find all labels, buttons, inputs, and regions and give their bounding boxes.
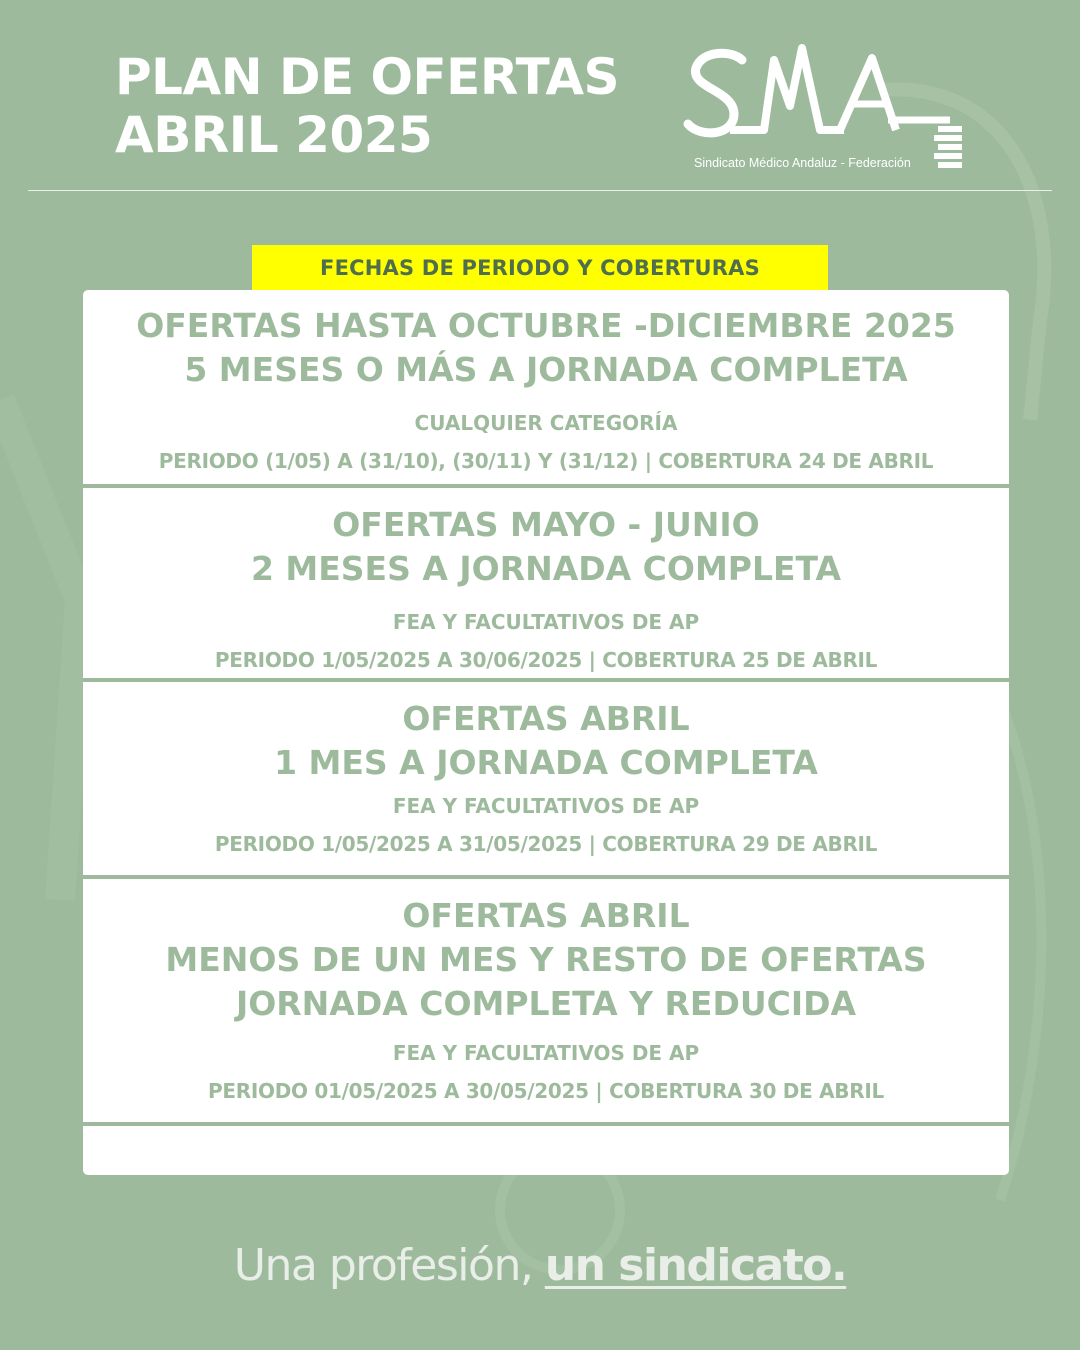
tagline (0, 1240, 1080, 1291)
offer-period: PERIODO 01/05/2025 A 30/05/2025 | COBERTURA 30 DE ABRIL (208, 1079, 884, 1103)
offer-period: PERIODO 1/05/2025 A 31/05/2025 | COBERTURA 29 DE ABRIL (214, 832, 878, 856)
tagline-part-1: Una profesión, (233, 1240, 545, 1291)
offer-title: OFERTAS ABRIL (402, 896, 690, 935)
offer-card (83, 304, 1009, 474)
offer-card (83, 894, 1009, 1104)
title-line-1: PLAN DE OFERTAS (115, 48, 620, 106)
section-divider (83, 1122, 1009, 1126)
section-divider (83, 484, 1009, 488)
offers-panel (83, 290, 1009, 1175)
title-line-2: ABRIL 2025 (115, 106, 433, 164)
section-label: FECHAS DE PERIODO Y COBERTURAS (252, 245, 828, 290)
offer-subtitle: 5 MESES O MÁS A JORNADA COMPLETA (184, 350, 908, 389)
offer-subtitle: 1 MES A JORNADA COMPLETA (274, 743, 818, 782)
logo-caption: Sindicato Médico Andaluz - Federación (694, 156, 911, 170)
offer-subtitle: 2 MESES A JORNADA COMPLETA (250, 549, 842, 588)
section-divider (83, 875, 1009, 879)
offer-title: OFERTAS HASTA OCTUBRE -DICIEMBRE 2025 (136, 306, 956, 345)
offer-period: PERIODO (1/05) A (31/10), (30/11) Y (31/12) | COBERTURA 24 DE ABRIL (158, 449, 934, 473)
offer-period: PERIODO 1/05/2025 A 30/06/2025 | COBERTURA 25 DE ABRIL (214, 648, 878, 672)
offer-card (83, 503, 1009, 673)
offer-title: OFERTAS MAYO - JUNIO (332, 505, 760, 544)
offer-category: FEA Y FACULTATIVOS DE AP (392, 794, 700, 818)
header-divider (28, 190, 1052, 191)
section-divider (83, 678, 1009, 682)
offer-title: OFERTAS ABRIL (402, 699, 690, 738)
page-title (115, 48, 619, 164)
tagline-part-2: un sindicato. (544, 1240, 847, 1291)
offer-subtitle: JORNADA COMPLETA Y REDUCIDA (235, 984, 857, 1023)
offer-subtitle: MENOS DE UN MES Y RESTO DE OFERTAS (165, 940, 927, 979)
offer-category: FEA Y FACULTATIVOS DE AP (392, 610, 700, 634)
offer-category: CUALQUIER CATEGORÍA (414, 411, 678, 435)
offer-card (83, 697, 1009, 857)
offer-category: FEA Y FACULTATIVOS DE AP (392, 1041, 700, 1065)
